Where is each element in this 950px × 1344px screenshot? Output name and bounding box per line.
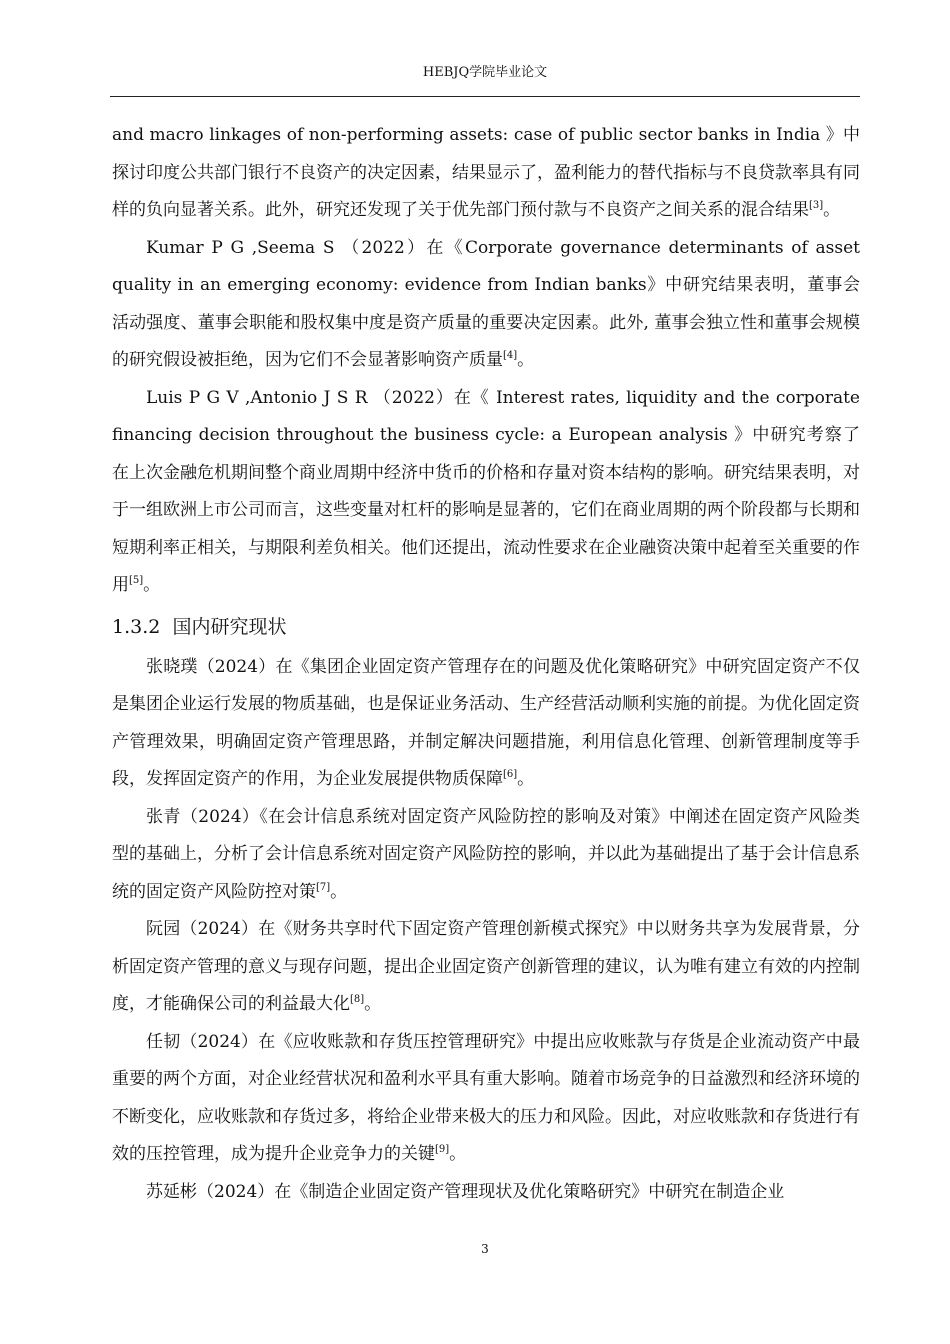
header-rule [110, 96, 860, 97]
paragraph-7: 任韧（2024）在《应收账款和存货压控管理研究》中提出应收账款与存货是企业流动资产中最重要的两个方面，对企业经营状况和盈利水平具有重大影响。随着市场竞争的日益激烈和经济环境的不断变化，应收账款和存货过多，将给企业带来极大的压力和风险。因此，对应收账款和存货进行有效的压控管理，成为提升企业竞争力的关键[9]。 [112, 1031, 860, 1164]
citation-3: [3] [809, 200, 824, 211]
body-text [112, 117, 860, 1211]
section-number: 1.3.2 [112, 615, 161, 638]
page-number: 3 [481, 1242, 489, 1256]
citation-5: [5] [129, 575, 144, 586]
citation-4: [4] [503, 350, 518, 361]
paragraph-6: 阮园（2024）在《财务共享时代下固定资产管理创新模式探究》中以财务共享为发展背景，分析固定资产管理的意义与现存问题，提出企业固定资产创新管理的建议，认为唯有建立有效的内控制度，才能确保公司的利益最大化[8]。 [112, 919, 860, 1014]
section-title: 国内研究现状 [172, 615, 287, 638]
paragraph-5: 张青（2024）《在会计信息系统对固定资产风险防控的影响及对策》中阐述在固定资产风险类型的基础上，分析了会计信息系统对固定资产风险防控的影响，并以此为基础提出了基于会计信息系统的固定资产风险防控对策[7]。 [112, 806, 860, 902]
citation-9: [9] [435, 1144, 450, 1155]
citation-8: [8] [350, 994, 365, 1005]
section-heading [112, 605, 860, 649]
paragraph-1: and macro linkages of non-performing assets: case of public sector banks in India 》中探讨印度公共部门银行不良资产的决定因素，结果显示了，盈利能力的替代指标与不良贷款率具有同样的负向显著关系。此外，研究还发现了关于优先部门预付款与不良资产之间关系的混合结果[3]。 [112, 125, 860, 220]
citation-6: [6] [503, 769, 518, 780]
paragraph-8: 苏延彬（2024）在《制造企业固定资产管理现状及优化策略研究》中研究在制造企业 [146, 1181, 785, 1202]
paragraph-2: Kumar P G ,Seema S （2022）在《Corporate governance determinants of asset quality in an emerging economy: evidence from Indian banks》中研究结果表明，董事会活动强度、董事会职能和股权集中度是资产质量的重要决定因素。此外, 董事会独立性和董事会规模的研究假设被拒绝，因为它们不会显著影响资产质量[4]。 [112, 237, 860, 370]
header-title: HEBJQ学院毕业论文 [422, 65, 548, 80]
citation-7: [7] [316, 881, 331, 893]
page-header [110, 64, 860, 82]
paragraph-3: Luis P G V ,Antonio J S R （2022）在《 Interest rates, liquidity and the corporate financing decision throughout the business cycle: a European analysis 》中研究考察了在上次金融危机期间整个商业周期中经济中货币的价格和存量对资本结构的影响。研究结果表明，对于一组欧洲上市公司而言，这些变量对杠杆的影响是显著的，它们在商业周期的两个阶段都与长期和短期利率正相关，与期限利差负相关。他们还提出，流动性要求在企业融资决策中起着至关重要的作用[5]。 [112, 387, 860, 595]
paragraph-4: 张晓璞（2024）在《集团企业固定资产管理存在的问题及优化策略研究》中研究固定资产不仅是集团企业运行发展的物质基础，也是保证业务活动、生产经营活动顺利实施的前提。为优化固定资产管理效果，明确固定资产管理思路，并制定解决问题措施，利用信息化管理、创新管理制度等手段，发挥固定资产的作用，为企业发展提供物质保障[6]。 [112, 656, 860, 789]
